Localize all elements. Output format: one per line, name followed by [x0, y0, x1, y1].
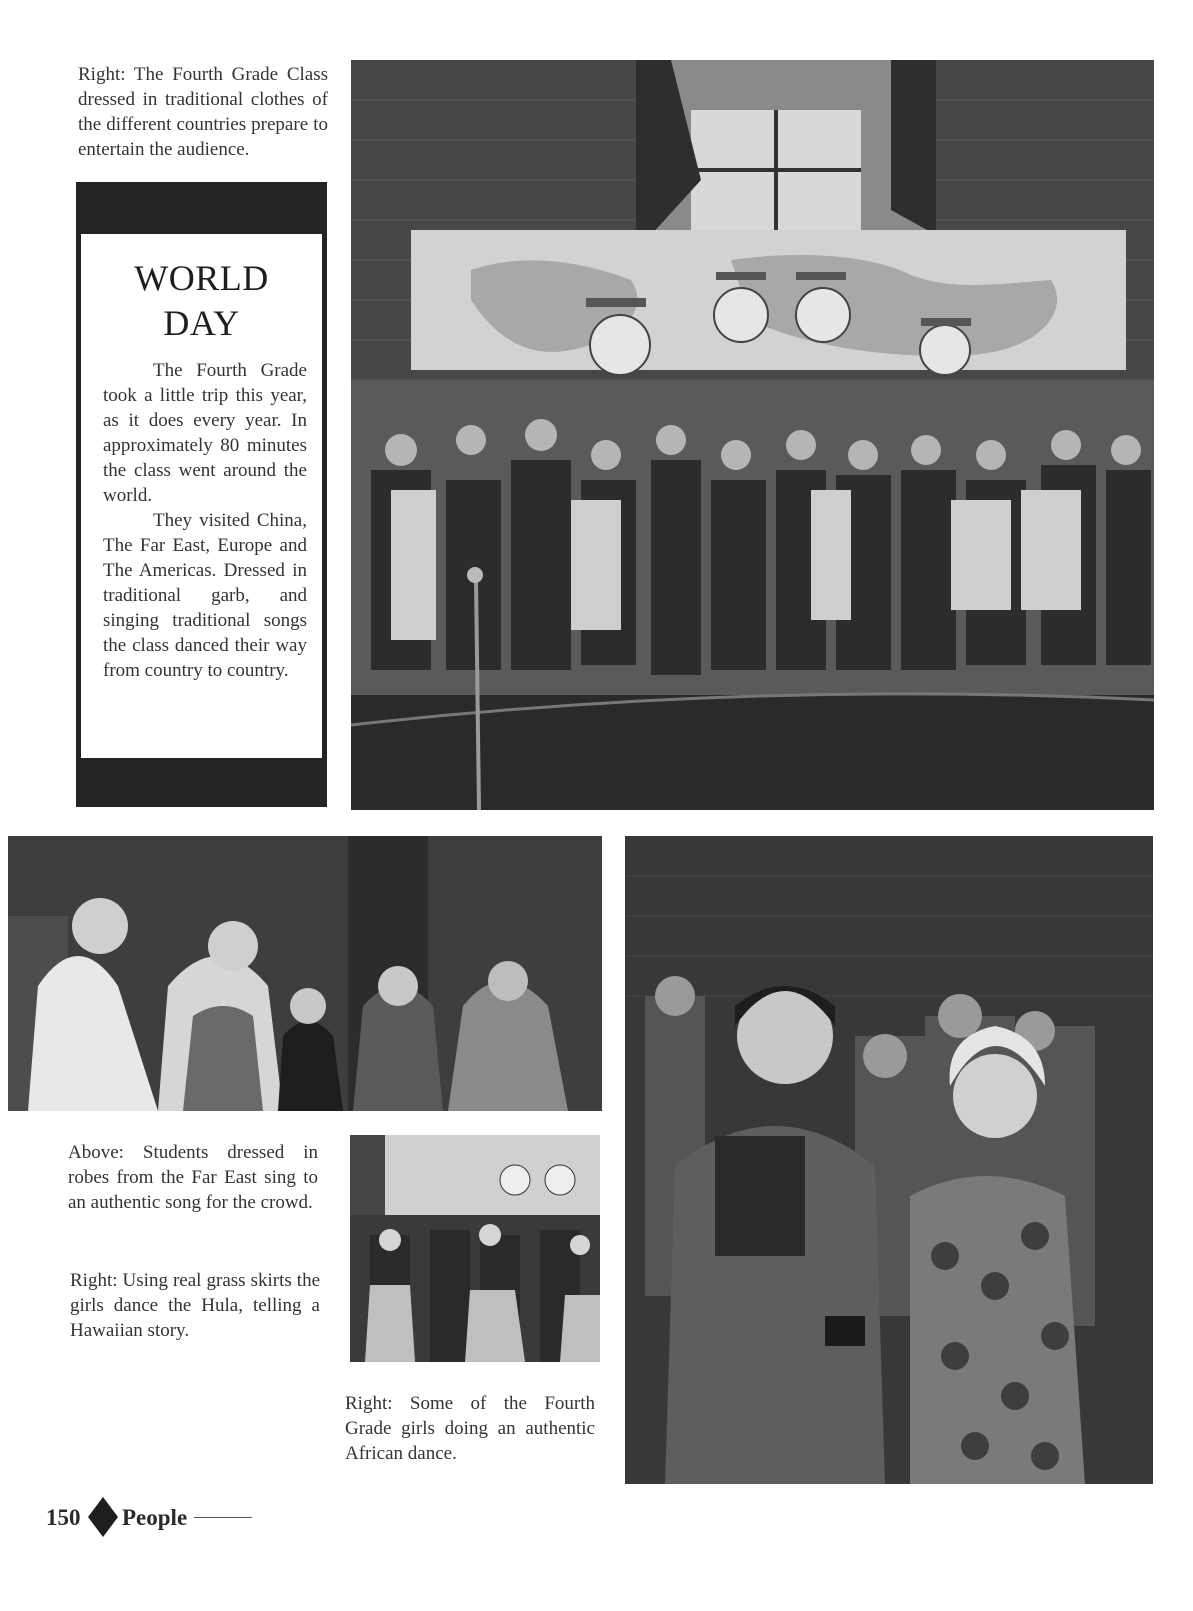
sidebar-title-line-1: WORLD [134, 258, 269, 298]
caption-far-east-robes: Above: Students dressed in robes from the Far East sing to an authentic song for the crowd. [68, 1142, 318, 1213]
caption-hula-dance: Right: Using real grass skirts the girls dance the Hula, telling a Hawaiian story. [70, 1270, 320, 1341]
world-day-sidebar [76, 182, 327, 807]
sidebar-paragraph: The Fourth Grade took a little trip this year, as it does every year. In approximately 80 minutes the class went around the world. [103, 360, 307, 506]
page-number: 150 [46, 1505, 81, 1530]
photo-hula-dance [350, 1135, 600, 1362]
page-folio [46, 1497, 256, 1537]
sidebar-panel [81, 234, 322, 758]
section-name: People [122, 1505, 188, 1530]
sidebar-body [103, 358, 307, 683]
folio-rule [194, 1517, 252, 1518]
photo-far-east-robes [8, 836, 602, 1111]
sidebar-title [81, 256, 322, 346]
sidebar-title-line-2: DAY [163, 303, 240, 343]
sidebar-paragraph: They visited China, The Far East, Europe and The Americas. Dressed in traditional garb, and singing traditional songs the class danced their way from country to country. [103, 510, 307, 681]
diamond-icon [88, 1497, 118, 1543]
caption-fourth-grade-class: Right: The Fourth Grade Class dressed in traditional clothes of the different countries prepare to entertain the audience. [78, 64, 328, 160]
photo-african-dance [625, 836, 1153, 1484]
photo-class-on-stage [351, 60, 1154, 810]
caption-african-dance: Right: Some of the Fourth Grade girls doing an authentic African dance. [345, 1393, 595, 1464]
